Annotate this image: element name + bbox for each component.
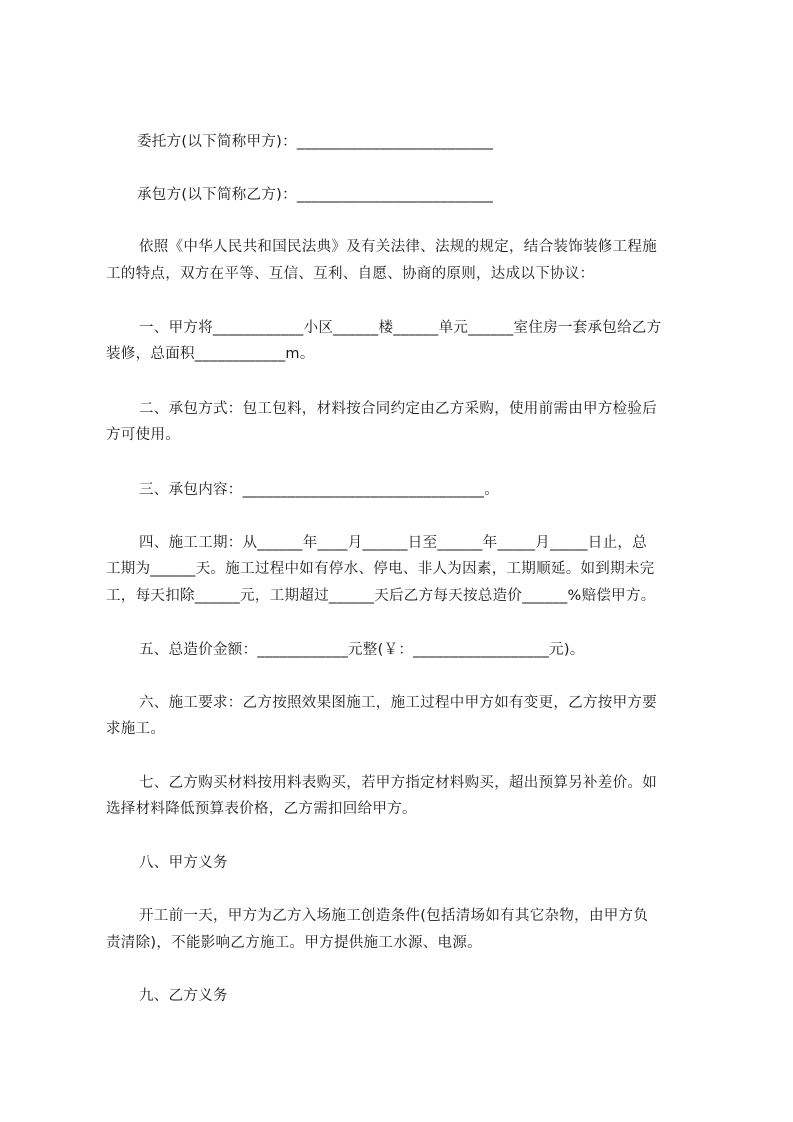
clause-3-line: 三、承包内容：________________________________。 — [139, 482, 499, 498]
clause-8-body-line-2: 责清除)，不能影响乙方施工。甲方提供施工水源、电源。 — [106, 935, 482, 951]
clause-2-line-2: 方可使用。 — [106, 427, 180, 443]
clause-7-line-2: 选择材料降低预算表价格，乙方需扣回给甲方。 — [106, 801, 417, 817]
preamble-line-2: 工的特点，双方在平等、互信、互利、自愿、协商的原则，达成以下协议： — [106, 266, 595, 282]
clause-1-line-1: 一、甲方将____________小区______楼______单元______室住房一套承包给乙方 — [139, 320, 662, 336]
clause-1-line-2: 装修，总面积____________m。 — [106, 346, 315, 362]
clause-8-heading: 八、甲方义务 — [139, 855, 228, 871]
clause-6-line-1: 六、施工要求：乙方按照效果图施工，施工过程中甲方如有变更，乙方按甲方要 — [139, 695, 657, 711]
clause-4-line-3: 工，每天扣除______元，工期超过______天后乙方每天按总造价______%赔偿甲方。 — [106, 588, 656, 604]
preamble-line-1: 依照《中华人民共和国民法典》及有关法律、法规的规定，结合装饰装修工程施 — [139, 239, 657, 255]
client-party-line: 委托方(以下简称甲方)：__________________________ — [137, 134, 494, 150]
contractor-party-line: 承包方(以下简称乙方)：__________________________ — [137, 187, 494, 203]
clause-9-heading: 九、乙方义务 — [139, 988, 228, 1004]
clause-7-line-1: 七、乙方购买材料按用料表购买，若甲方指定材料购买，超出预算另补差价。如 — [139, 775, 657, 791]
clause-2-line-1: 二、承包方式：包工包料，材料按合同约定由乙方采购，使用前需由甲方检验后 — [139, 401, 657, 417]
clause-8-body-line-1: 开工前一天，甲方为乙方入场施工创造条件(包括清场如有其它杂物，由甲方负 — [139, 908, 649, 924]
clause-4-line-1: 四、施工工期：从______年____月______日至______年_____月_____日止，总 — [139, 535, 647, 551]
clause-4-line-2: 工期为______天。施工过程中如有停水、停电、非人为因素，工期顺延。如到期未完 — [106, 561, 655, 577]
clause-6-line-2: 求施工。 — [106, 721, 166, 737]
clause-5-line: 五、总造价金额：____________元整(￥：__________________元)。 — [139, 642, 585, 658]
